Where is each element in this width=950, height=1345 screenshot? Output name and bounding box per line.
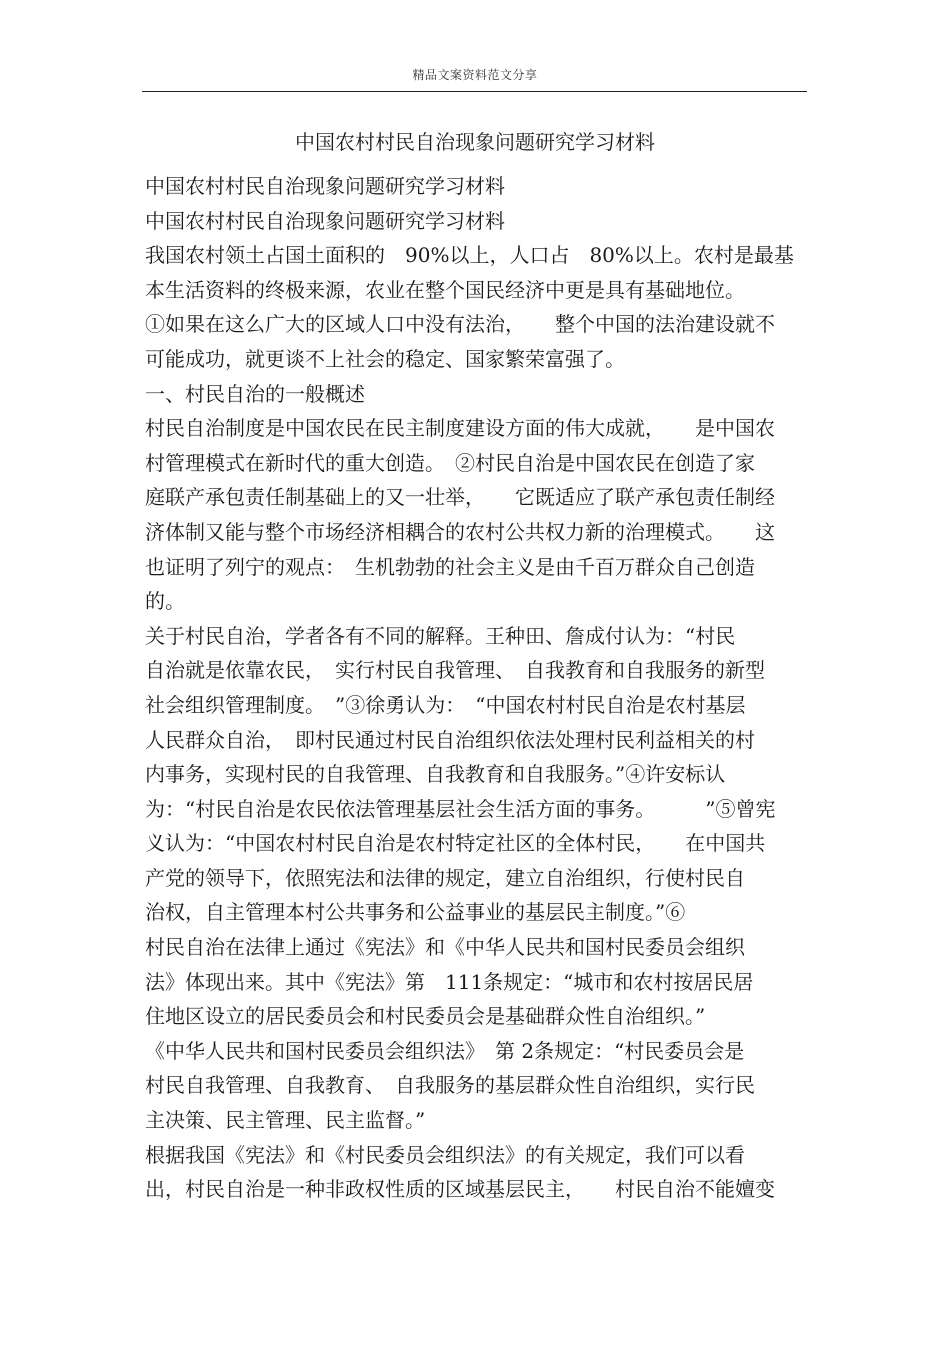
document-title: 中国农村村民自治现象问题研究学习材料 bbox=[295, 130, 655, 154]
body-line: 中国农村村民自治现象问题研究学习材料 bbox=[145, 174, 505, 198]
body-line: 义认为：“中国农村村民自治是农村特定社区的全体村民， 在中国共 bbox=[145, 831, 766, 856]
body-line: 村民自治制度是中国农民在民主制度建设方面的伟大成就， 是中国农 bbox=[145, 416, 775, 441]
body-line: 的。 bbox=[145, 589, 185, 614]
body-line: ①如果在这么广大的区域人口中没有法治， 整个中国的法治建设就不 bbox=[145, 312, 775, 337]
body-line: 自治就是依靠农民， 实行村民自我管理、 自我教育和自我服务的新型 bbox=[145, 658, 765, 683]
body-line: 村管理模式在新时代的重大创造。 ②村民自治是中国农民在创造了家 bbox=[145, 450, 755, 475]
document-body bbox=[145, 169, 805, 1207]
body-line: 济体制又能与整个市场经济相耦合的农村公共权力新的治理模式。 这 bbox=[145, 519, 775, 544]
body-line: 治权，自主管理本村公共事务和公益事业的基层民主制度。”⑥ bbox=[145, 900, 686, 925]
body-line: 我国农村领土占国土面积的 90%以上，人口占 80%以上。农村是最基 bbox=[145, 243, 794, 268]
section-heading: 一、村民自治的一般概述 bbox=[145, 381, 365, 406]
body-line: 住地区设立的居民委员会和村民委员会是基础群众性自治组织。” bbox=[145, 1004, 706, 1029]
body-line: 主决策、民主管理、民主监督。” bbox=[145, 1108, 426, 1133]
body-line: 村民自我管理、自我教育、 自我服务的基层群众性自治组织，实行民 bbox=[145, 1073, 755, 1098]
body-line: 法》体现出来。其中《宪法》第 111条规定：“城市和农村按居民居 bbox=[145, 969, 754, 994]
body-line: 庭联产承包责任制基础上的又一壮举， 它既适应了联产承包责任制经 bbox=[145, 485, 775, 510]
page-header: 精品文案资料范文分享 bbox=[412, 68, 538, 82]
body-line: 根据我国《宪法》和《村民委员会组织法》的有关规定，我们可以看 bbox=[145, 1142, 745, 1167]
body-line: 中国农村村民自治现象问题研究学习材料 bbox=[145, 208, 505, 233]
body-line: 本生活资料的终极来源，农业在整个国民经济中更是具有基础地位。 bbox=[145, 277, 745, 302]
body-line: 《中华人民共和国村民委员会组织法》 第 2条规定：“村民委员会是 bbox=[145, 1038, 745, 1063]
body-line: 社会组织管理制度。 ”③徐勇认为： “中国农村村民自治是农村基层 bbox=[145, 692, 746, 717]
body-line: 村民自治在法律上通过《宪法》和《中华人民共和国村民委员会组织 bbox=[145, 935, 745, 960]
body-line: 人民群众自治， 即村民通过村民自治组织依法处理村民利益相关的村 bbox=[145, 727, 755, 752]
body-line: 可能成功，就更谈不上社会的稳定、国家繁荣富强了。 bbox=[145, 346, 625, 371]
header-divider bbox=[142, 91, 807, 92]
body-line: 内事务，实现村民的自我管理、自我教育和自我服务。”④许安标认 bbox=[145, 762, 726, 787]
body-line: 产党的领导下，依照宪法和法律的规定，建立自治组织，行使村民自 bbox=[145, 865, 745, 890]
body-line: 为：“村民自治是农民依法管理基层社会生活方面的事务。 ”⑤曾宪 bbox=[145, 796, 776, 821]
body-line: 出，村民自治是一种非政权性质的区域基层民主， 村民自治不能嬗变 bbox=[145, 1177, 775, 1202]
body-line: 关于村民自治，学者各有不同的解释。王种田、詹成付认为：“村民 bbox=[145, 623, 736, 648]
body-line: 也证明了列宁的观点： 生机勃勃的社会主义是由千百万群众自己创造 bbox=[145, 554, 755, 579]
